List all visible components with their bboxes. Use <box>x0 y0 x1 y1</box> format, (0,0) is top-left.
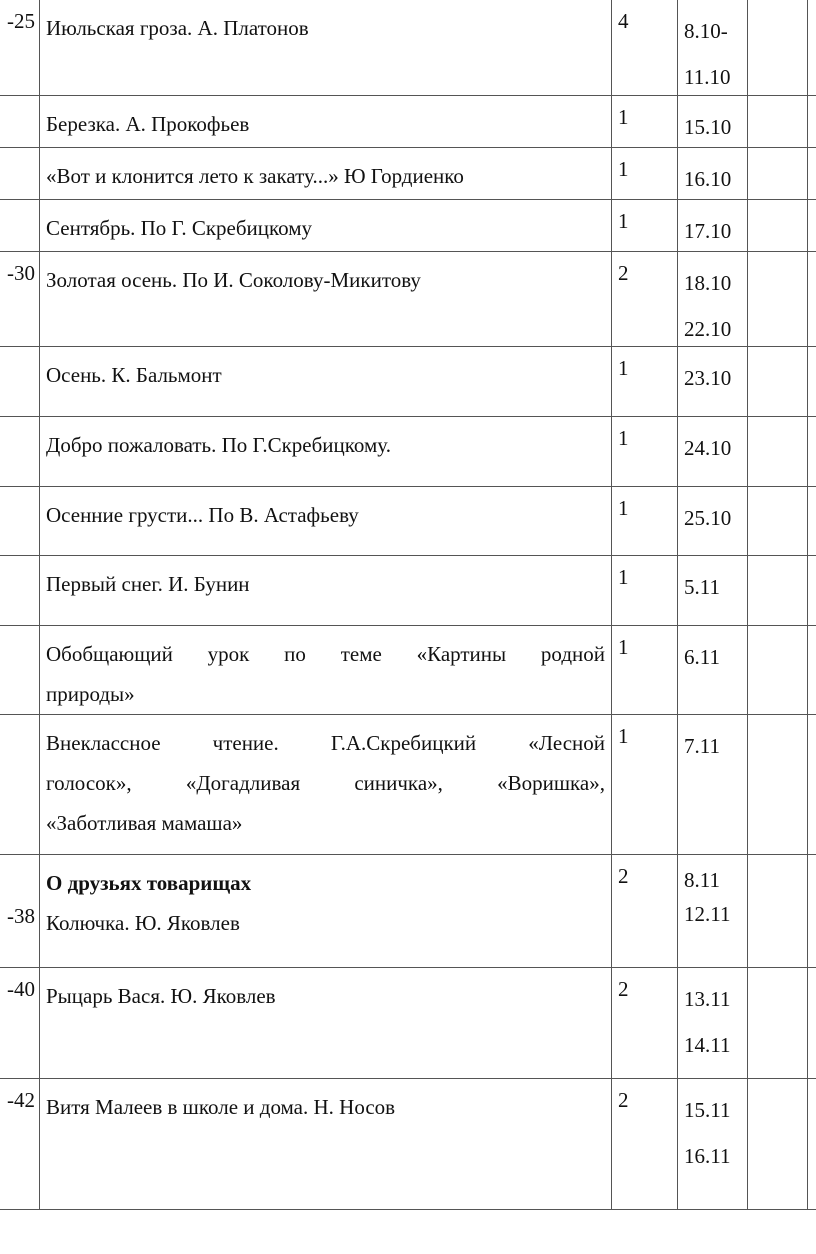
notes-cell <box>748 252 808 347</box>
date-cell <box>678 252 748 347</box>
table-row <box>0 626 816 715</box>
lesson-title <box>46 634 605 714</box>
lesson-number-cell <box>0 200 40 252</box>
lesson-date: 16.11 <box>684 1144 731 1168</box>
lesson-title-cell <box>40 252 612 347</box>
lesson-number-cell <box>0 715 40 855</box>
date-list <box>684 8 730 100</box>
lesson-number: -25 <box>7 9 35 33</box>
lesson-date: 15.10 <box>684 115 732 139</box>
lesson-title-line: Обобщающий урок по теме «Картины родной <box>46 642 605 666</box>
hours-value: 1 <box>618 426 629 450</box>
hours-cell <box>612 715 678 855</box>
lesson-title-line: Колючка. Ю. Яковлев <box>46 911 240 935</box>
lesson-title-cell <box>40 556 612 626</box>
hours-value: 1 <box>618 356 629 380</box>
notes-cell <box>748 148 808 200</box>
lesson-title-cell <box>40 487 612 556</box>
lesson-title-line: Июльская гроза. А. Платонов <box>46 16 309 40</box>
date-cell <box>678 417 748 487</box>
table-row <box>0 1079 816 1210</box>
lesson-title-line: Витя Малеев в школе и дома. Н. Носов <box>46 1095 396 1119</box>
lesson-number-cell <box>0 96 40 148</box>
lesson-title <box>46 104 605 144</box>
table-row <box>0 715 816 855</box>
hours-value: 1 <box>618 496 629 520</box>
lesson-title-cell <box>40 0 612 96</box>
hours-cell <box>612 96 678 148</box>
date-list <box>684 564 720 610</box>
date-cell <box>678 148 748 200</box>
lesson-title-cell <box>40 200 612 252</box>
notes-cell <box>748 347 808 417</box>
hours-cell <box>612 252 678 347</box>
lesson-title-line: Золотая осень. По И. Соколову-Микитову <box>46 268 421 292</box>
lesson-date: 17.10 <box>684 219 732 243</box>
lesson-number: -38 <box>7 904 35 928</box>
table-row <box>0 556 816 626</box>
lesson-number-cell <box>0 855 40 968</box>
table-row <box>0 200 816 252</box>
lesson-number-cell <box>0 626 40 715</box>
date-cell <box>678 855 748 968</box>
table-row <box>0 968 816 1079</box>
date-cell <box>678 96 748 148</box>
lesson-date: 13.11 <box>684 987 731 1011</box>
table-row <box>0 347 816 417</box>
lesson-title-cell <box>40 96 612 148</box>
lesson-date: 11.10 <box>684 65 731 89</box>
date-cell <box>678 556 748 626</box>
lesson-title <box>46 723 605 843</box>
lesson-number-cell <box>0 1079 40 1210</box>
lesson-title-line: природы» <box>46 682 135 706</box>
lesson-title-cell <box>40 417 612 487</box>
hours-value: 2 <box>618 261 629 285</box>
date-cell <box>678 968 748 1079</box>
table-row <box>0 252 816 347</box>
date-list <box>684 355 731 401</box>
lesson-title <box>46 260 605 300</box>
lesson-title-line: Внеклассное чтение. Г.А.Скребицкий «Лесной <box>46 731 605 755</box>
lesson-date: 25.10 <box>684 506 732 530</box>
lesson-title-line: Сентябрь. По Г. Скребицкому <box>46 216 313 240</box>
lesson-title-line: Березка. А. Прокофьев <box>46 112 250 136</box>
lesson-title <box>46 208 605 248</box>
lesson-number-cell <box>0 417 40 487</box>
notes-cell <box>748 96 808 148</box>
lesson-number-cell <box>0 487 40 556</box>
lesson-date: 12.11 <box>684 902 731 926</box>
hours-cell <box>612 626 678 715</box>
lesson-number-cell <box>0 148 40 200</box>
notes-cell <box>748 417 808 487</box>
lesson-date: 24.10 <box>684 436 732 460</box>
lesson-title-line: Рыцарь Вася. Ю. Яковлев <box>46 984 276 1008</box>
hours-cell <box>612 417 678 487</box>
lesson-title-line: «Заботливая мамаша» <box>46 811 243 835</box>
date-cell <box>678 0 748 96</box>
notes-cell <box>748 0 808 96</box>
table-row <box>0 855 816 968</box>
hours-cell <box>612 1079 678 1210</box>
date-list <box>684 425 731 471</box>
lesson-number-cell <box>0 556 40 626</box>
hours-value: 1 <box>618 565 629 589</box>
lesson-title <box>46 863 605 943</box>
lesson-title-cell <box>40 855 612 968</box>
hours-cell <box>612 855 678 968</box>
row-divider <box>0 1209 816 1210</box>
date-list <box>684 1087 730 1179</box>
date-cell <box>678 487 748 556</box>
notes-cell <box>748 200 808 252</box>
notes-cell <box>748 556 808 626</box>
date-list <box>684 104 731 150</box>
date-cell <box>678 626 748 715</box>
date-list <box>684 260 731 352</box>
lesson-number-cell <box>0 968 40 1079</box>
date-cell <box>678 347 748 417</box>
table-row <box>0 417 816 487</box>
date-list <box>684 976 730 1068</box>
lesson-date: 5.11 <box>684 575 720 599</box>
lesson-date: 18.10 <box>684 271 732 295</box>
hours-cell <box>612 968 678 1079</box>
lesson-title-cell <box>40 148 612 200</box>
hours-value: 2 <box>618 864 629 888</box>
date-list <box>684 156 731 202</box>
notes-cell <box>748 855 808 968</box>
lesson-date: 7.11 <box>684 734 720 758</box>
hours-value: 1 <box>618 635 629 659</box>
lesson-title <box>46 495 605 535</box>
notes-cell <box>748 487 808 556</box>
date-list <box>684 495 731 541</box>
notes-cell <box>748 968 808 1079</box>
hours-cell <box>612 347 678 417</box>
lesson-number: -42 <box>7 1088 35 1112</box>
hours-cell <box>612 0 678 96</box>
date-cell <box>678 715 748 855</box>
lesson-title <box>46 8 605 48</box>
lesson-number: -30 <box>7 261 35 285</box>
lesson-title <box>46 156 605 196</box>
lesson-number-cell <box>0 0 40 96</box>
hours-value: 2 <box>618 1088 629 1112</box>
lesson-number: -40 <box>7 977 35 1001</box>
lesson-title-line: голосок», «Догадливая синичка», «Воришка», <box>46 771 605 795</box>
lesson-date: 8.11 <box>684 868 720 892</box>
lesson-title-line: Осенние грусти... По В. Астафьеву <box>46 503 359 527</box>
hours-value: 4 <box>618 9 629 33</box>
notes-cell <box>748 715 808 855</box>
lesson-title-line: Осень. К. Бальмонт <box>46 363 222 387</box>
hours-cell <box>612 487 678 556</box>
hours-value: 1 <box>618 724 629 748</box>
hours-value: 2 <box>618 977 629 1001</box>
notes-cell <box>748 626 808 715</box>
table-row <box>0 487 816 556</box>
date-cell <box>678 200 748 252</box>
table-row <box>0 148 816 200</box>
lesson-date: 8.10- <box>684 19 728 43</box>
hours-cell <box>612 556 678 626</box>
lesson-date: 14.11 <box>684 1033 731 1057</box>
lesson-title-cell <box>40 715 612 855</box>
hours-cell <box>612 148 678 200</box>
lesson-title-cell <box>40 626 612 715</box>
hours-value: 1 <box>618 105 629 129</box>
date-list <box>684 208 731 254</box>
lesson-date: 6.11 <box>684 645 720 669</box>
hours-cell <box>612 200 678 252</box>
section-heading: О друзьях товарищах <box>46 871 252 895</box>
table-row <box>0 0 816 96</box>
lesson-title <box>46 976 605 1016</box>
date-list <box>684 723 720 769</box>
lesson-number-cell <box>0 252 40 347</box>
lesson-title-cell <box>40 968 612 1079</box>
lesson-title-cell <box>40 347 612 417</box>
notes-cell <box>748 1079 808 1210</box>
lesson-title-line: «Вот и клонится лето к закату...» Ю Гордиенко <box>46 164 464 188</box>
lesson-date: 22.10 <box>684 317 732 341</box>
lesson-date: 16.10 <box>684 167 732 191</box>
date-list <box>684 863 730 931</box>
lesson-title-line: Первый снег. И. Бунин <box>46 572 250 596</box>
hours-value: 1 <box>618 157 629 181</box>
lesson-title <box>46 425 605 465</box>
lesson-number-cell <box>0 347 40 417</box>
lesson-date: 15.11 <box>684 1098 731 1122</box>
hours-value: 1 <box>618 209 629 233</box>
date-list <box>684 634 720 680</box>
date-cell <box>678 1079 748 1210</box>
lesson-title-cell <box>40 1079 612 1210</box>
lesson-title <box>46 564 605 604</box>
table-row <box>0 96 816 148</box>
lesson-date: 23.10 <box>684 366 732 390</box>
lesson-title <box>46 1087 605 1127</box>
lesson-title-line: Добро пожаловать. По Г.Скребицкому. <box>46 433 391 457</box>
lesson-title <box>46 355 605 395</box>
